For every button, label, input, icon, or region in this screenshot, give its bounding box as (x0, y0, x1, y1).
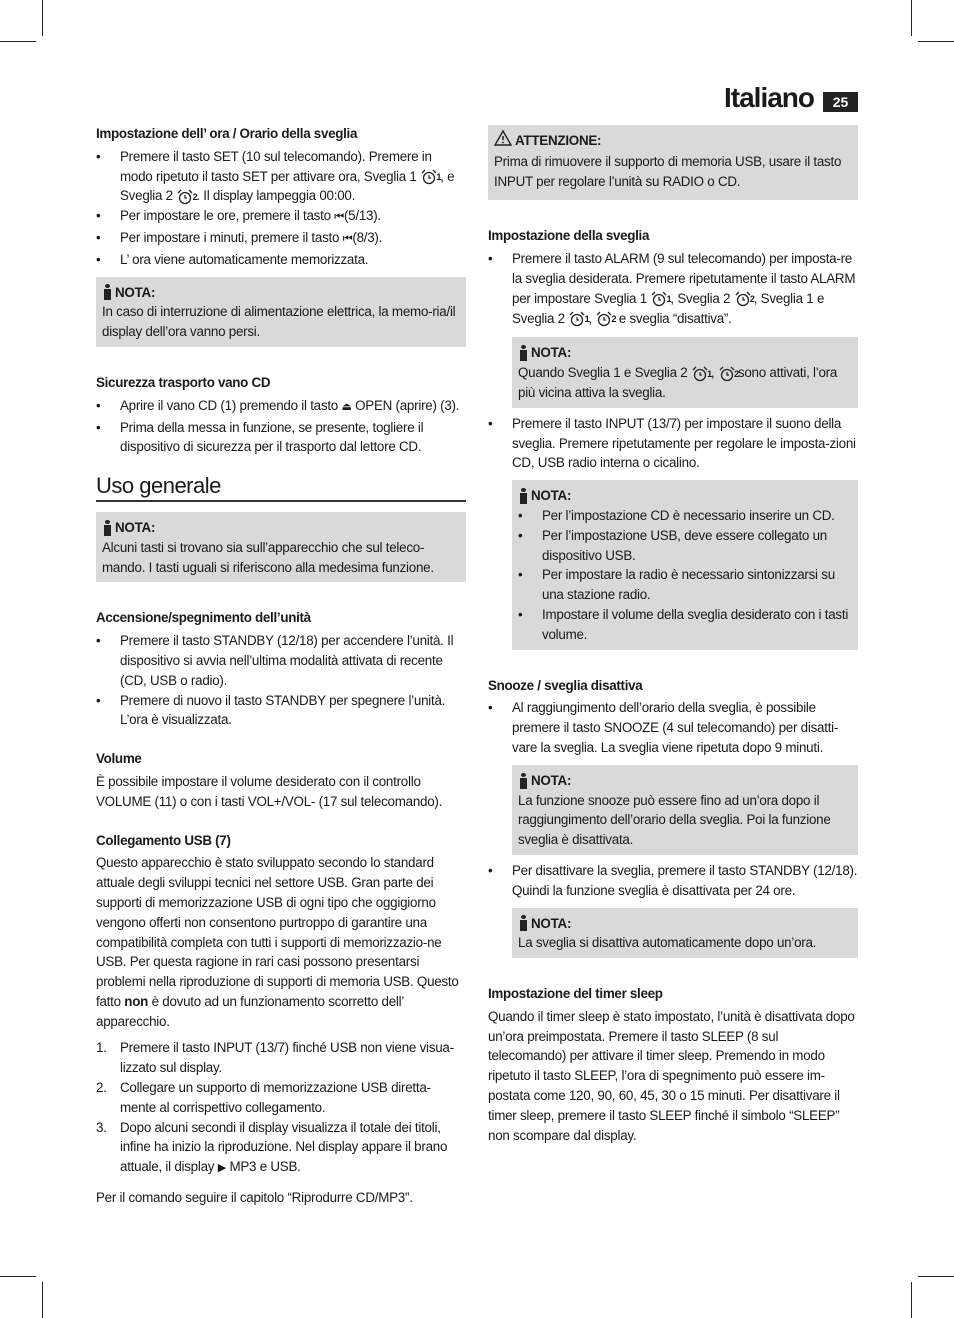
info-icon (518, 488, 528, 504)
list-item: • Per l’impostazione CD è necessario inserire un CD. (518, 507, 835, 523)
alarm-clock-1-icon: 1 (650, 291, 670, 307)
info-icon (518, 915, 528, 931)
note-box: NOTA: • Per l’impostazione CD è necessario inserire un CD. • Per l’impostazione USB, deve essere collegato un dispositivo USB. • Per impostare la radio è necessario sintonizzarsi su una stazione radio. • Impostare il volume della sveglia desiderato con i tasti volume. (512, 480, 858, 649)
list-item: • Impostare il volume della sveglia desiderato con i tasti volume. (518, 606, 849, 642)
usb-paragraph: Questo apparecchio è stato sviluppato secondo lo standard attuale degli sviluppi tecnici nel settore USB. Gran parte dei supporti di memorizzazione USB di ogni tipo che oggigiorno vengono offerti non consentono purtroppo di garantire una compatibilità completa con tutti i supporti di memorizzazio-ne USB. Per questa ragione in rari casi possono presentarsi problemi nella riproduzione di supporti di memoria USB. Questo fatto non è dovuto ad un funzionamento scorretto dell’ apparecchio. (96, 855, 459, 1029)
list-item: • Premere il tasto STANDBY (12/18) per accendere l’unità. Il dispositivo si avvia nell’ultima modalità attivata di recente (CD, USB o radio). (96, 633, 454, 688)
list-item: • Per impostare i minuti, premere il tasto ⏮(8/3). (96, 229, 383, 245)
eject-icon: ⏏ (341, 400, 352, 413)
list-item: • Premere il tasto ALARM (9 sul telecomando) per imposta-re la sveglia desiderata. Premere ripetutamente il tasto ALARM per impostare Sveglia 1 1 , Sveglia 2 2 , Sveglia 1 e Sveglia 2 1 , 2 e sveglia “disattiva”. (488, 251, 856, 326)
info-icon (102, 284, 112, 300)
section-title: Collegamento USB (7) (96, 832, 231, 848)
list-item: • Per impostare la radio è necessario sintonizzarsi su una stazione radio. (518, 567, 835, 603)
usb-section: Collegamento USB (7) Questo apparecchio è stato sviluppato secondo lo standard attuale degli sviluppi tecnici nel settore USB. Gran parte dei supporti di memorizzazione USB di ogni tipo che oggigiorno vengono offerti non consentono purtroppo di garantire una compatibilità completa con tutti i supporti di memorizzazio-ne USB. Per questa ragione in rari casi possono presentarsi problemi nella riproduzione di supporti di memoria USB. Questo fatto non è dovuto ad un funzionamento scorretto dell’ apparecchio. 1. Premere il tasto INPUT (13/7) finché USB non viene visua-lizzato sul display. 2. Collegare un supporto di memorizzazione USB diretta-mente al corrispettivo collegamento. 3. Dopo alcuni secondi il display visualizza il totale dei titoli, infine ha inizio la riproduzione. Nel display appare il brano attuale, il display ▶ MP3 e USB. Per il comando seguire il capitolo “Riprodurre CD/MP3”. (96, 831, 466, 1208)
section-title: Accensione/spegnimento dell’unità (96, 610, 311, 626)
cd-section (96, 373, 466, 457)
alarm-clock-1-icon: 1 (691, 366, 711, 382)
section-title: Volume (96, 751, 142, 767)
section-title: Impostazione della sveglia (488, 228, 650, 244)
play-icon: ▶ (217, 1162, 226, 1175)
section-title: Impostazione del timer sleep (488, 986, 663, 1002)
list-item: • Premere il tasto SET (10 sul telecomando). Premere in modo ripetuto il tasto SET per attivare ora, Sveglia 1 1 , e Sveglia 2 2 . Il display lampeggia 00:00. (96, 148, 455, 204)
alarm-clock-2-icon: 2 (595, 311, 615, 327)
left-column (96, 124, 466, 1227)
volume-section: Volume È possibile impostare il volume desiderato con il controllo VOLUME (11) o con i tasti VOL+/VOL- (17 sul telecomando). (96, 749, 466, 811)
crop-mark (42, 1282, 43, 1318)
language-title: Italiano (724, 82, 815, 113)
crop-mark (918, 41, 954, 42)
right-column (488, 124, 858, 1164)
info-icon (518, 773, 528, 789)
attention-box: ATTENZIONE: Prima di rimuovere il supporto di memoria USB, usare il tasto INPUT per regolare l’unità su RADIO o CD. (488, 125, 858, 200)
crop-mark (911, 0, 912, 36)
step-item: 2. Collegare un supporto di memorizzazione USB diretta-mente al corrispettivo collegamento. (96, 1080, 431, 1115)
alarm-clock-2-icon: 2 (176, 189, 196, 205)
note-box: NOTA: In caso di interruzione di alimentazione elettrica, la memo-ria/il display dell’ora vanno persi. (96, 277, 466, 347)
list-item: • Prima della messa in funzione, se presente, togliere il dispositivo di sicurezza per il trasporto dal lettore CD. (96, 419, 424, 455)
bullet: • (96, 148, 101, 164)
alarm-clock-1-icon: 1 (420, 169, 440, 185)
crop-mark (918, 1276, 954, 1277)
note-box: NOTA: Alcuni tasti si trovano sia sull’apparecchio che sul teleco-mando. I tasti uguali si riferiscono alla medesima funzione. (96, 512, 466, 582)
list-item: • L’ ora viene automaticamente memorizzata. (96, 251, 369, 267)
list-item: • Per disattivare la sveglia, premere il tasto STANDBY (12/18). Quindi la funzione sveglia è disattivata per 24 ore. (488, 862, 858, 898)
crop-mark (911, 1282, 912, 1318)
previous-icon: ⏮ (342, 232, 353, 245)
section-title: Snooze / sveglia disattiva (488, 677, 643, 693)
heading-uso-generale: Uso generale (96, 476, 466, 502)
list-item: • Per l’impostazione USB, deve essere collegato un dispositivo USB. (518, 527, 827, 563)
step-item: 3. Dopo alcuni secondi il display visualizza il totale dei titoli, infine ha inizio la riproduzione. Nel display appare il brano attuale, il display ▶ MP3 e USB. (96, 1119, 448, 1175)
section-title: Sicurezza trasporto vano CD (96, 374, 271, 390)
note-box: NOTA: La sveglia si disattiva automaticamente dopo un’ora. (512, 908, 858, 959)
alarm-clock-2-icon: 2 (718, 366, 738, 382)
previous-icon: ⏮ (334, 211, 344, 224)
info-icon (102, 520, 112, 536)
power-section (96, 608, 466, 730)
list-item: • Premere di nuovo il tasto STANDBY per spegnere l’unità. L’ora è visualizzata. (96, 692, 446, 728)
list-item: • Per impostare le ore, premere il tasto ⏮(5/13). (96, 208, 381, 224)
list-item: • Al raggiungimento dell’orario della sveglia, è possibile premere il tasto SNOOZE (4 sul telecomando) per disatti-vare la sveglia. La sveglia viene ripetuta dopo 9 minuti. (488, 700, 839, 755)
alarm-clock-2-icon: 2 (734, 291, 754, 307)
alarm-clock-1-icon: 1 (568, 311, 588, 327)
list-item: • Premere il tasto INPUT (13/7) per impostare il suono della sveglia. Premere ripetutamente per regolare le imposta-zioni CD, USB radio interna o cicalino. (488, 415, 856, 471)
crop-mark (42, 0, 43, 36)
snooze-section (488, 676, 858, 959)
note-box: NOTA: La funzione snooze può essere fino ad un’ora dopo il raggiungimento dell’orario della sveglia. Poi la funzione sveglia è disattivata. (512, 765, 858, 855)
step-item: 1. Premere il tasto INPUT (13/7) finché USB non viene visua-lizzato sul display. (96, 1040, 454, 1076)
list-item: • Aprire il vano CD (1) premendo il tasto ⏏ OPEN (aprire) (3). (96, 397, 460, 413)
crop-mark (0, 1276, 36, 1277)
sleep-section: Impostazione del timer sleep Quando il timer sleep è stato impostato, l’unità è disattivata dopo un’ora preimpostata. Premere il tasto SLEEP (8 sul telecomando) per attivare il timer sleep. Premendo in modo ripetuto il tasto SLEEP, l’ora di spegnimento può essere im-postata come 120, 90, 60, 45, 30 o 15 minuti. Per disattivare il timer sleep, premere il tasto SLEEP finché il simbolo “SLEEP” non scompare dal display. (488, 984, 858, 1145)
crop-mark (0, 41, 36, 42)
page-number: 25 (823, 92, 858, 112)
alarm-section (488, 226, 858, 649)
info-icon (518, 345, 528, 361)
note-box: NOTA: Quando Sveglia 1 e Sveglia 2 1 , 2 sono attivati, l’ora più vicina attiva la sveglia. (512, 337, 858, 407)
time-section (96, 124, 466, 347)
warning-icon (494, 130, 512, 152)
section-title: Impostazione dell’ ora / Orario della sveglia (96, 126, 358, 141)
